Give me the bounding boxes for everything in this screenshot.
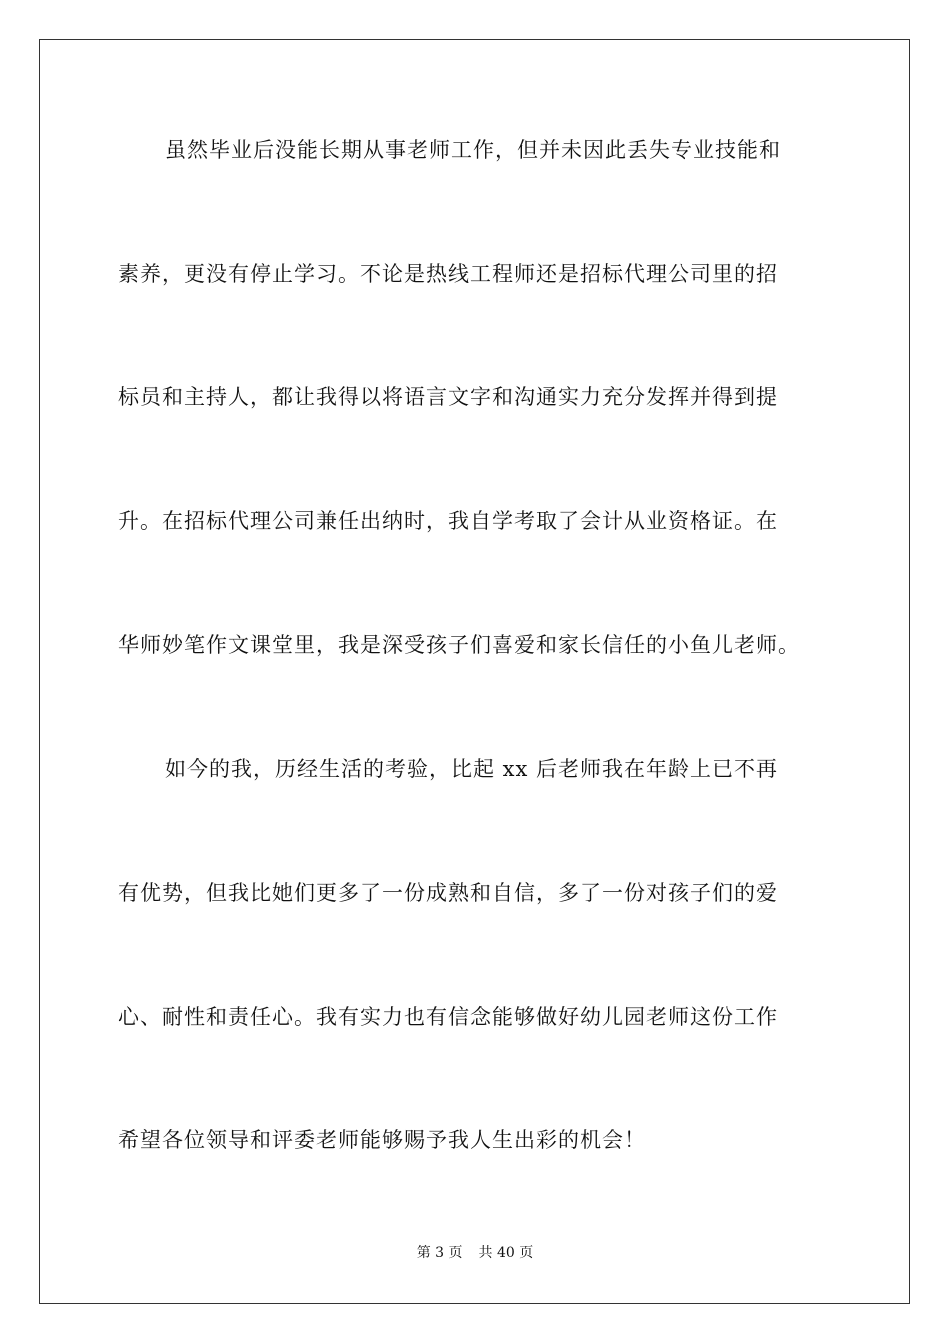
paragraph-2-line-4: 希望各位领导和评委老师能够赐予我人生出彩的机会！ bbox=[118, 1128, 646, 1152]
paragraph-2-line-1: 如今的我，历经生活的考验，比起 xx 后老师我在年龄上已不再 bbox=[165, 757, 779, 781]
page-footer bbox=[0, 1244, 950, 1262]
paragraph-2-line-3: 心、耐性和责任心。我有实力也有信念能够做好幼儿园老师这份工作 bbox=[118, 1005, 778, 1029]
paragraph-1-line-3: 标员和主持人，都让我得以将语言文字和沟通实力充分发挥并得到提 bbox=[118, 385, 778, 409]
page-total: 共 40 页 bbox=[478, 1245, 534, 1261]
paragraph-1-line-2: 素养，更没有停止学习。不论是热线工程师还是招标代理公司里的招 bbox=[118, 262, 778, 286]
paragraph-2-line-2: 有优势，但我比她们更多了一份成熟和自信，多了一份对孩子们的爱 bbox=[118, 881, 778, 905]
page-border bbox=[39, 39, 910, 1304]
paragraph-1-line-1: 虽然毕业后没能长期从事老师工作，但并未因此丢失专业技能和 bbox=[165, 138, 781, 162]
page-number: 第 3 页 bbox=[416, 1245, 463, 1261]
paragraph-1-line-4: 升。在招标代理公司兼任出纳时，我自学考取了会计从业资格证。在 bbox=[118, 509, 778, 533]
paragraph-1-line-5: 华师妙笔作文课堂里，我是深受孩子们喜爱和家长信任的小鱼儿老师。 bbox=[118, 633, 800, 657]
